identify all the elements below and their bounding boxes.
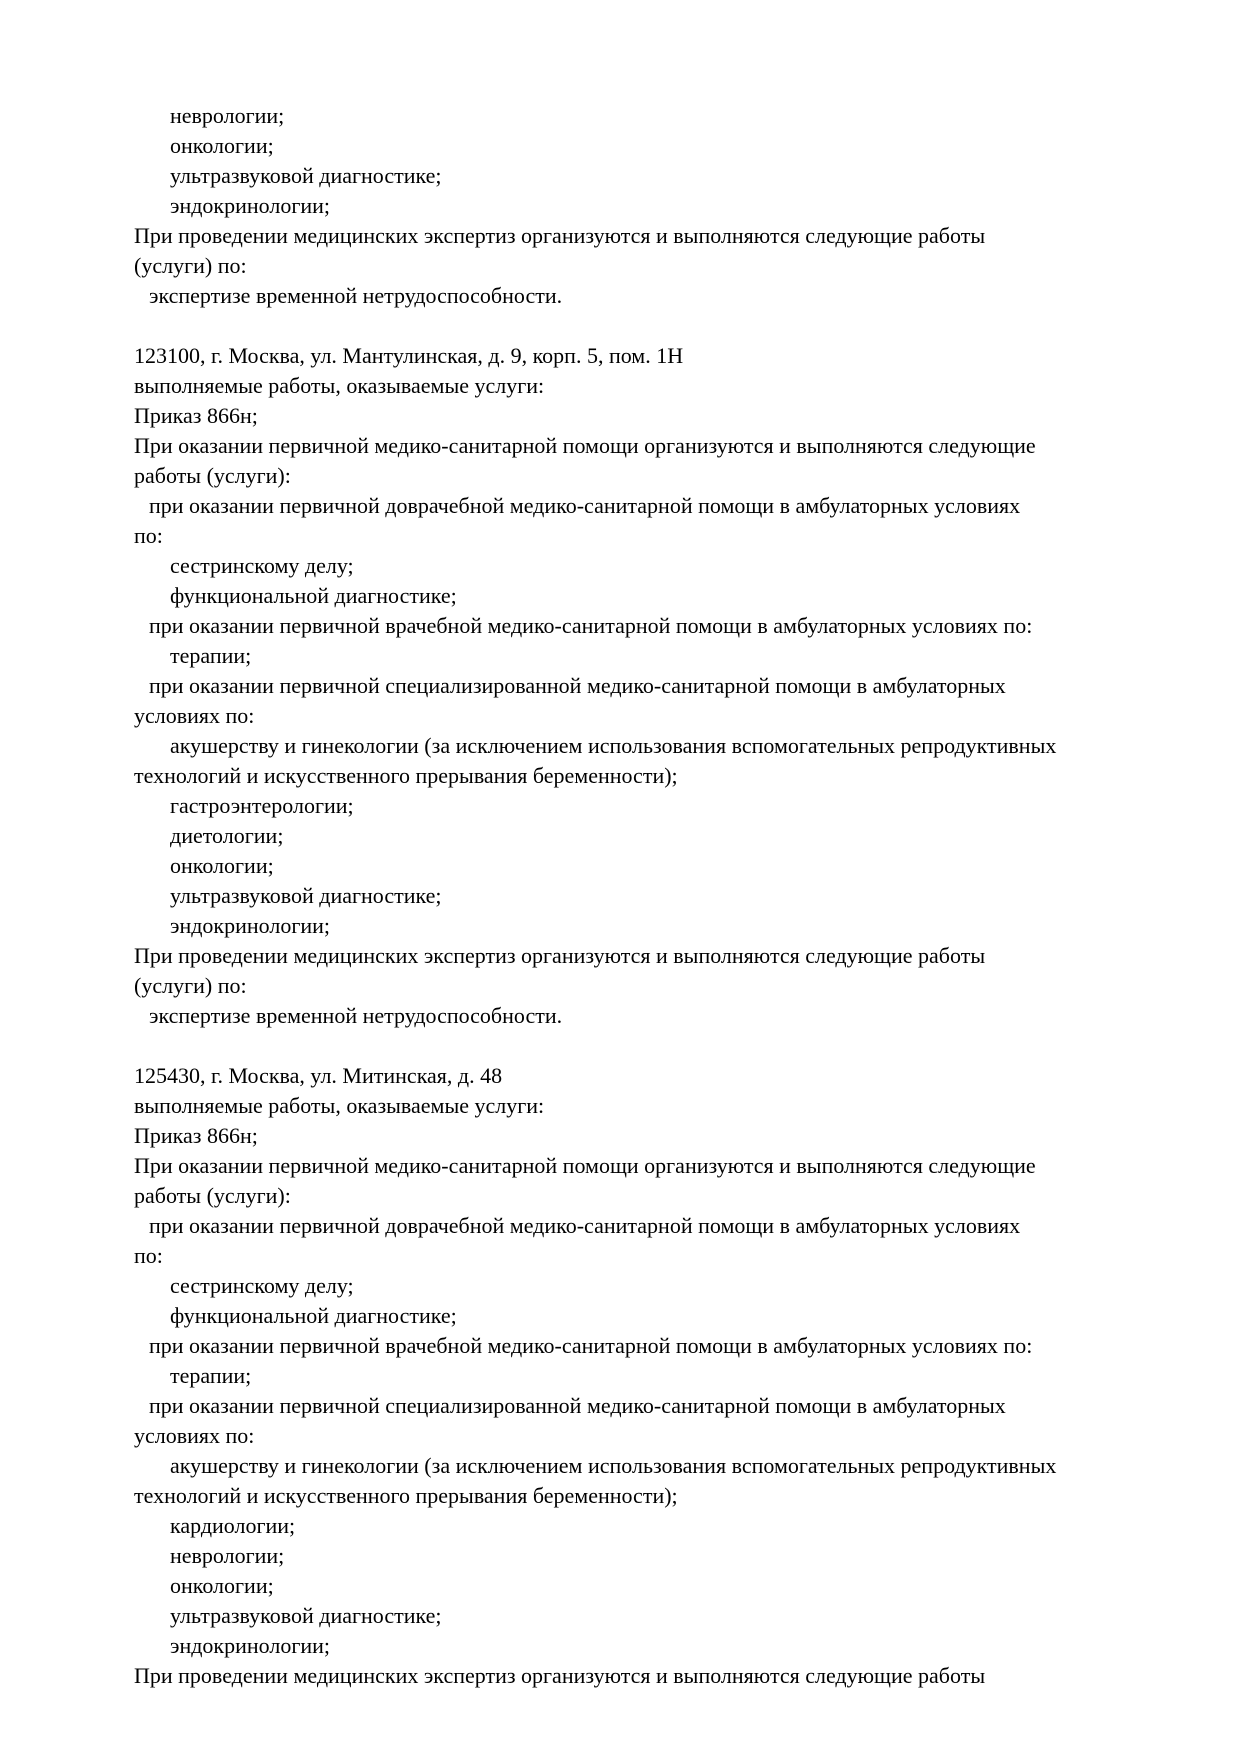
text-line: Приказ 866н; — [134, 1123, 258, 1148]
text-line: по: — [134, 1243, 163, 1268]
text-line: гастроэнтерологии; — [170, 793, 354, 818]
text-line: терапии; — [170, 1363, 252, 1388]
text-line: При проведении медицинских экспертиз организуются и выполняются следующие работы — [134, 943, 986, 968]
text-line: при оказании первичной специализированной медико-санитарной помощи в амбулаторных — [149, 673, 1006, 698]
text-line: условиях по: — [134, 1423, 255, 1448]
text-line: выполняемые работы, оказываемые услуги: — [134, 1093, 545, 1118]
text-line: терапии; — [170, 643, 252, 668]
text-line: онкологии; — [170, 133, 274, 158]
text-line: (услуги) по: — [134, 973, 247, 998]
text-line: акушерству и гинекологии (за исключением использования вспомогательных репродуктивных — [170, 1453, 1057, 1478]
text-line: технологий и искусственного прерывания беременности); — [134, 1483, 678, 1508]
text-line: функциональной диагностике; — [170, 1303, 457, 1328]
text-line: кардиологии; — [170, 1513, 296, 1538]
text-line: эндокринологии; — [170, 913, 331, 938]
text-line: ультразвуковой диагностике; — [170, 883, 442, 908]
text-line: онкологии; — [170, 1573, 274, 1598]
text-line: сестринскому делу; — [170, 1273, 354, 1298]
text-line: ультразвуковой диагностике; — [170, 1603, 442, 1628]
text-line: неврологии; — [170, 1543, 285, 1568]
text-line: 125430, г. Москва, ул. Митинская, д. 48 — [134, 1063, 503, 1088]
text-line: онкологии; — [170, 853, 274, 878]
text-line: условиях по: — [134, 703, 255, 728]
text-line: (услуги) по: — [134, 253, 247, 278]
text-line: Приказ 866н; — [134, 403, 258, 428]
text-line: При проведении медицинских экспертиз организуются и выполняются следующие работы — [134, 223, 986, 248]
text-line: эндокринологии; — [170, 193, 331, 218]
text-line: при оказании первичной доврачебной медико-санитарной помощи в амбулаторных условиях — [149, 493, 1021, 518]
text-line: При оказании первичной медико-санитарной помощи организуются и выполняются следующие — [134, 1153, 1036, 1178]
text-line: При оказании первичной медико-санитарной помощи организуются и выполняются следующие — [134, 433, 1036, 458]
text-line: при оказании первичной доврачебной медико-санитарной помощи в амбулаторных условиях — [149, 1213, 1021, 1238]
text-line: неврологии; — [170, 103, 285, 128]
text-line: по: — [134, 523, 163, 548]
text-line: при оказании первичной врачебной медико-санитарной помощи в амбулаторных условиях по: — [149, 613, 1033, 638]
text-line: при оказании первичной врачебной медико-санитарной помощи в амбулаторных условиях по: — [149, 1333, 1033, 1358]
text-line: работы (услуги): — [134, 1183, 291, 1208]
text-line — [134, 311, 1194, 341]
text-line: при оказании первичной специализированной медико-санитарной помощи в амбулаторных — [149, 1393, 1006, 1418]
text-line: 123100, г. Москва, ул. Мантулинская, д. 9, корп. 5, пом. 1Н — [134, 343, 684, 368]
text-line — [134, 1031, 1194, 1061]
text-line: работы (услуги): — [134, 463, 291, 488]
text-line: При проведении медицинских экспертиз организуются и выполняются следующие работы — [134, 1663, 986, 1688]
text-line: экспертизе временной нетрудоспособности. — [149, 1003, 563, 1028]
text-line: технологий и искусственного прерывания беременности); — [134, 763, 678, 788]
text-line: сестринскому делу; — [170, 553, 354, 578]
text-line: экспертизе временной нетрудоспособности. — [149, 283, 563, 308]
text-line: ультразвуковой диагностике; — [170, 163, 442, 188]
text-line: функциональной диагностике; — [170, 583, 457, 608]
text-line: диетологии; — [170, 823, 284, 848]
text-line: эндокринологии; — [170, 1633, 331, 1658]
document-body — [134, 101, 1194, 1691]
text-line: акушерству и гинекологии (за исключением использования вспомогательных репродуктивных — [170, 733, 1057, 758]
text-line: выполняемые работы, оказываемые услуги: — [134, 373, 545, 398]
